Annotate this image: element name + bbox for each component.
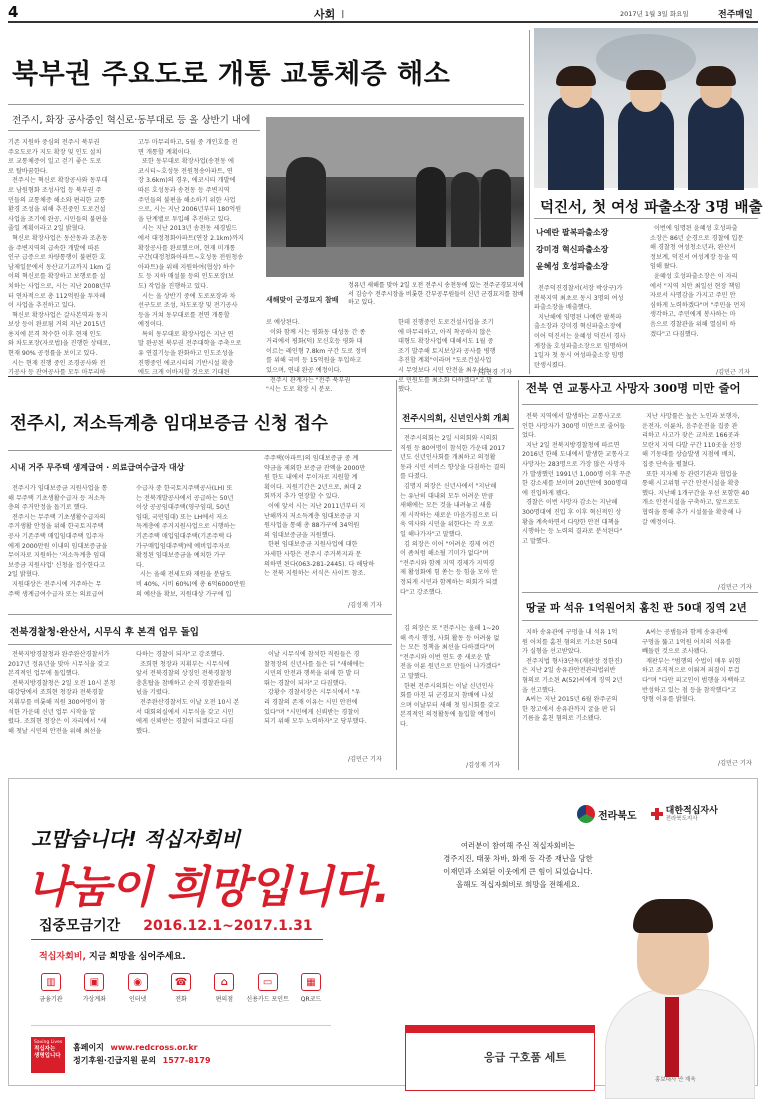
police-women-col-2: 이번에 임명된 윤혜성 호성파출 소장은 86년 순경으로 경찰에 입문 해 경찰청 여성청소년과, 완산서 정보계, 덕진서 여성계장 등을 역 임해 왔다. 윤혜성 호성파출소장은 이 자리 에서 "지역 치안 최일선 현장 책임 자로서 사명감을 가지고 주민 안 심하게 노력하겠다"며 "주민을 먼저 생각하고, 주민에게 봉사하는 마 음으로 경찰관을 위해 열심히 하 겠다"고 다짐했다. [650, 225, 746, 338]
gas-col-2: A씨는 공범들과 함께 송유관에 구멍을 뚫고 1억원 어치의 석유를 빼돌린 것으로 조사됐다. 재판부는 "범행의 수법이 매우 위험 하고 조직적으로 이뤄져 죄질이 무겁 다"며 "다만 피고인이 범행을 자백하고 반성하고 있는 점 등을 참작했다"고 양형 이유를 밝혔다. [642, 629, 746, 704]
police2-headline: 전북경찰청·완산서, 시무식 후 본격 업무 돌입 [10, 627, 199, 638]
road-subhead-rule [8, 130, 260, 131]
homepage-url[interactable]: www.redcross.or.kr [110, 1043, 198, 1052]
phone-label: 정기후원·긴급지원 문의 [73, 1056, 157, 1065]
relief-kit-label: 응급 구호품 세트 [484, 1051, 567, 1064]
road-subhead: 전주시, 화장 공사중인 혁신로·동부대로 등 올 상반기 내에 [12, 115, 251, 126]
ad-subcopy [39, 949, 186, 962]
police2-col-1: 전북지방경찰청과 완주완산경찰서가 2017년 정유년을 맞아 시무식을 갖고 본격적인 업무에 돌입했다. 전북지방경찰청은 2일 오전 10시 본청 대강당에서 조희현 청장과 전북경찰 지휘부를 비롯해 직원 300여명이 참 석한 가운데 신년 업무 시작을 알 렸다. 조희현 청장은 이 자리에서 "새 해 첫날 시민의 안전을 위해 최선을 [8, 651, 116, 735]
ad-saving-lives-badge: Saving Lives 적십자는 생명입니다 [31, 1037, 65, 1073]
police2-byline: /김민근 기자 [348, 756, 382, 763]
article-road [8, 24, 524, 394]
internet-icon: ◉ [128, 973, 148, 991]
col-separator-mid-2 [518, 380, 519, 770]
ad-divider [31, 1025, 331, 1026]
road-col-3: 로 예상된다. 이와 함께 시는 평화동 대성동 간 종 거리에서 평화(덕) 모신호등 평화 대 이르는 레인형 7.8km 구간 도로 정비 를 위해 국비 등 15억원을 투입하고 있으며, 연내 완공 예정이다. 전주시 관계자는 "전주 북부권 "시는 도로 확장 시 분포. [266, 319, 368, 394]
homepage-label: 홈페이지 [73, 1043, 104, 1052]
ad-subcopy-rest: 지금 희망을 심어주세요. [89, 952, 186, 962]
card-icon: ▭ [258, 973, 278, 991]
section-name: 사회 [314, 8, 336, 21]
rent-headline-rule [8, 450, 392, 451]
ambassador-figure [465, 879, 759, 1087]
article-police-ceremony [8, 616, 392, 772]
name-1: 나예란 팔복파출소장 [536, 228, 609, 237]
ad-message: 여러분이 참여해 주신 적십자회비는 경주지진, 태풍 차바, 화재 등 각종 재난을 당한 이재민과 소외된 이웃에게 큰 힘이 되었습니다. 올해도 적십자회비로 희망을 전해세요. [443, 841, 593, 889]
council-col-2: 김 의장은 또 "전주시는 올해 1~20 해 즉시 행정, 사회 활동 등 어려움 없 는 모든 정책을 최선을 다하겠다"며 "전주시와 이번 연도 중 새로운 발 전을 이룬 원년으로 만들어 나가겠다" 고 말했다. 한편 전주시의회는 이날 신년인사 회를 마친 뒤 군경묘지 참배에 나섰 으며 이날부터 새해 첫 임시회를 갖고 본격적인 의정활동에 돌입할 예정이 다. [400, 625, 501, 728]
col-separator-top [529, 30, 530, 374]
ad-contact [73, 1041, 211, 1067]
police2-col-3: 이날 시무식에 참석한 직원들은 경 찰청장의 신년사를 들은 뒤 "새해에는 시민의 안전과 행복을 위해 한 발 더 뛰는 경찰이 되자"고 다짐했다. 강황수 경찰서장은 시무식에서 "우 리 경찰의 존재 이유는 시민 안전에 있다"며 "시민에게 신뢰받는 경찰이 되기 위해 모두 노력하자"고 당부했다. [264, 651, 367, 726]
qr-code-icon: ▦ [301, 973, 321, 991]
ad-period-rule [31, 939, 323, 940]
province-name: 전라북도 [598, 810, 637, 822]
name-2: 강미경 혁신파출소장 [536, 245, 609, 254]
memorial-photo-detail: 정유년 새해를 맞아 2일 오전 전주시 송천동에 있는 전주군경묘지에서 김승수 전주시장을 비롯한 간부공무원들이 신년 군경묘지를 참배하고 있다. [348, 282, 524, 306]
payment-virtual-account: ▣ 가상계좌 [74, 973, 114, 1003]
council-col-1: 전주시의회는 2일 시의회와 시의회 직원 등 80여명이 참석한 가운데 2017 년도 신년인사회를 개최하고 의정활 동과 시민 서비스 향상을 다짐하는 결의 를 다졌다. 김명지 의장은 신년사에서 "지난해 는 유난히 대내외 모두 어려운 만큼 새해에는 모든 것을 내려놓고 새롭 게 시작하는 새로운 마음가짐으로 더 욱 역사와 시민을 위한다는 각 오로 일 해나가자"고 말했다. 김 의장은 이어 "어려운 경제 여건 이 좀처럼 해소될 기미가 없다"며 "전주시와 함께 지역 경제가 지역경 제 활성화에 힘 쏟는 등 힘을 모아 안 정되게 시민과 함께하는 의회가 되겠 다"고 강조했다. [400, 435, 506, 596]
page-header [8, 4, 758, 22]
bank-icon: ▥ [41, 973, 61, 991]
gas-headline: 땅굴 파 석유 1억원어치 훔친 판 50대 징역 2년 [526, 602, 747, 614]
ad-subcopy-red: 적십자회비, [39, 952, 86, 962]
phone-icon: ☎ [171, 973, 191, 991]
ad-period-label: 집중모금기간 [39, 918, 121, 934]
rent-subhead: 시내 거주 무주택 생계급여 · 의료급여수급자 대상 [10, 463, 185, 472]
road-byline: /김현경 기자 [478, 369, 512, 376]
rent-col-1: 전주시가 임대보증금 지원사업을 통 해 무주택 기초생활수급자 등 저소득 층의 주거안정을 돕기로 했다. 전주시는 무주택 기초생활수급자의 주거생활 안정을 위해 한국토지주택 공사 기존주택 매입임대주택 입주자 에게 2000만원 이내의 임대보증금을 무이자로 지원하는 '저소득계층 임대 보증금 지원사업' 신청을 접수한다고 2일 밝혔다. 지원대상은 전주시에 거주하는 무 주택 생계급여수급자 또는 의료급여 [8, 485, 108, 598]
ambassador-tie [665, 997, 679, 1077]
traffic-col-1: 전북 지역에서 발생하는 교통사고로 인한 사망자가 300명 미만으로 줄어들 었다. 지난 2일 전북지방경찰청에 따르면 2016년 한해 도내에서 발생한 교통사고 사망자는 283명으로 가장 많은 사망자 가 발생했던 1991년 1,000명 이후 꾸준 한 감소세를 보이며 20년만에 300명대 에 진입하게 됐다. 경찰은 이번 사망자 감소는 지난해 300명대에 진입 후 이후 혁신적인 상 황을 계속하면서 다양한 안전 대책을 시행하는 등 노력의 결과로 분석된다" 고 말했다. [522, 413, 632, 545]
store-icon: ⌂ [214, 973, 234, 991]
ad-logos [577, 805, 718, 823]
ad-period-value: 2016.12.1~2017.1.31 [143, 918, 313, 934]
payment-bank: ▥ 금융기관 [31, 973, 71, 1003]
article-traffic [522, 380, 758, 594]
top-band-rule [8, 376, 758, 377]
rent-headline: 전주시, 저소득계층 임대보증금 신청 접수 [10, 414, 328, 434]
road-col-2: 고두 마무리하고, 5월 중 개인호를 전 면 개통할 계획이다. 또한 동부대로 확장사업(송천동 에 코시티~호성동 전원청송아파트, 연 장 3.6km)의 경우, 에코시티 개발에 따른 호성동과 송천동 등 주변지역 주민들의 불편을 해소하기 위한 사업 으로, 시는 지난 2006년부터 180억원 을 단계별로 투입해 추진하고 있다. 시는 지난 2013년 송천동 세경빌드 에서 대정청화아파트(연장 2.1km)까지 확장공사를 완료했으며, 현재 미개통 구간(대정청화아파트~호성동 전원청송 아파트)을 위해 지원하여(협상) 하수 도 등 지하 매설물 등의 인도포장(보 도) 작업을 진행하고 있다. 시는 올 상반기 중에 도로포장과 차 선구도로 조성, 차도포장 및 전기공사 등을 거쳐 동부대로를 전면 개통할 예정이다. 특히 동부대로 확장사업은 지난 연 말 완공된 북부권 전주대학을 주축으로 유 연결기능을 완화하고 인도조성을 진행중인 에코시티의 기반시설 확충 에도 크게 이바지할 것으로 기대된 [138, 139, 244, 377]
gas-headline-rule [522, 620, 758, 621]
road-headline-rule [8, 104, 524, 105]
ambassador-hair [633, 899, 713, 933]
council-headline-rule [400, 428, 514, 429]
ad-slogan-top: 고맙습니다! 적십자회비 [31, 827, 241, 851]
police2-col-2: 다하는 경찰이 되자"고 강조했다. 조희현 청장과 지휘부는 시무식에 앞서 전북경찰의 상징인 전북경찰청 충혼탑을 참배하고 순직 경찰관들의 넋을 기렸다. 전주완산경찰서도 이날 오전 10시 본 서 대회의실에서 시무식을 갖고 시민 에게 신뢰받는 경찰이 되겠다고 다짐 했다. [136, 651, 240, 735]
article-police-women [534, 28, 763, 376]
rent-byline: /김성재 기자 [348, 602, 382, 609]
issue-date: 2017년 1월 3일 화요일 [620, 10, 689, 18]
section-title [314, 6, 344, 22]
traffic-headline: 전북 연 교통사고 사망자 300명 미만 줄어 [526, 381, 741, 395]
page-number: 4 [8, 3, 19, 21]
police-women-photo [534, 28, 758, 188]
phone-number: 1577-8179 [162, 1056, 211, 1065]
police-women-rule [534, 218, 758, 219]
ambassador-name: 홍보대사 안 재욱 [655, 1077, 696, 1083]
police-women-names [536, 224, 648, 275]
traffic-col-2: 지난 사망률은 높은 노인과 보행자, 운전자, 이륜차, 음주운전을 집중 관 리하고 사고가 잦은 교차로 166곳과 모란지 지역 다발 구간 110곳을 선정 해 기동대를 상습발생 지점에 배치, 집중 단속을 펼쳤다. 또한 지자체 등 관련기관과 협업을 통해 시고위험 구간 안전시설을 확충 했다. 지난해 1개구간을 우선 포함한 40 개소 안전시설을 구축하고, 앞으로도 협력을 통해 추가 시설물을 확충해 나 갈 예정이다. [642, 413, 750, 526]
ad-period [39, 915, 313, 935]
payment-convenience-store: ⌂ 편의점 [204, 973, 244, 1003]
police-women-headline: 덕진서, 첫 여성 파출소장 3명 배출 [540, 199, 763, 216]
police-women-byline: /김민근 기자 [716, 369, 750, 376]
name-3: 윤혜성 호성파출소장 [536, 262, 609, 271]
org-name: 대한적십자사 [665, 805, 718, 816]
article-rent [8, 380, 392, 612]
paper-name: 전주매일 [718, 10, 753, 20]
gas-byline: /김민근 기자 [718, 760, 752, 767]
road-col-1: 기존 지원하 중심의 전주시 북부권 주요도로가 지도 확장 및 인도 설치 로 교통체증이 일고 걷기 좋은 도로 로 탈바꿈한다. 전주시는 혁신로 확장공사와 동부대 로 남원형화 조성사업 등 북부권 주 민들의 교통체증 해소와 편리한 교통 환경 조성을 위해 추진중인 도로건설 사업을 조기에 완공, 시민들의 불편을 줄일 계획이라고 2일 밝혔다. 혁신로 확장사업은 동산동과 조촌동 을 주변지역의 급속한 개발에 따른 인구 급증으로 차량통행이 불편한 호 남제일문에서 동산교기교까지 1km 길 이의 혁신로를 확장하고 보행로를 설 치하는 사업으로, 시는 지난 2008년부 터 연차적으로 총 112억원을 투자해 이 사업을 추진하고 있다. 혁신로 확장사업은 갈사본역과 동지 보상 등이 완료됨 거의 지난 2015년 용지에 본격 착수한 이후 현재 인도 와 차도포장(자로법)을 진행한 상태로, 현재 90% 공정률을 보이고 있다. 시는 현재 진행 중인 조경공사와 전 기공사 등 잔여공사를 모두 마무리하 [8, 139, 112, 377]
traffic-byline: /김민근 기자 [718, 584, 752, 591]
relief-kit-box [405, 1025, 595, 1091]
gas-col-1: 지하 송유관에 구멍을 내 석유 1억 원 어치를 훔친 혐의로 기소된 50대 가 실형을 선고받았다. 전주지법 형사3단독(재판장 정한진) 은 지난 2일 송유관안전관리법위반 혐의로 기소된 A(52)씨에게 징역 2년 을 선고했다. A씨는 지난 2015년 6월 완주군의 한 창고에서 송유관까지 굴을 판 뒤 기름을 훔친 혐의로 기소됐다. [522, 629, 623, 723]
red-cross-icon [651, 808, 663, 820]
council-byline: /김성재 기자 [466, 762, 500, 769]
org-sub-name: 전라북도지사 [665, 815, 698, 822]
police2-headline-rule [8, 644, 392, 645]
traffic-headline-rule [522, 404, 758, 405]
police2-top-rule [8, 614, 392, 615]
council-headline: 전주시의회, 신년인사회 개최 [402, 414, 510, 424]
ad-slogan-main: 나눔이 희망입니다. [27, 862, 390, 913]
payment-internet: ◉ 인터넷 [118, 973, 158, 1003]
payment-phone: ☎ 전화 [161, 973, 201, 1003]
virtual-account-icon: ▣ [84, 973, 104, 991]
road-col-4: 한데 진행중인 도로건설사업을 조기 에 마무리하고, 아직 착공하지 않은 대형도 확장사업에 대해서도 1월 중 조기 발주해 토지보상과 공사를 병행 추진할 계획"이라며 "도로건설사업 시 무엇보다 시민 안전을 최우선으 로 민원도를 최소화 다하겠다"고 말 했다. [398, 319, 496, 394]
redcross-ad [8, 778, 758, 1086]
article-gas [522, 594, 758, 770]
memorial-photo-title: 새해맞이 군경묘지 참배 [266, 296, 339, 304]
article-council [400, 380, 514, 772]
header-rule [8, 21, 758, 23]
rent-col-3: 주주택(아파트)의 임대보증금 중 계 약금을 제외한 보증금 잔액을 2000만 원 한도 내에서 무이자로 지원할 계 획이다. 지원기간은 2년으로, 최대 2 회까지 추가 연장할 수 있다. 이에 앞서 시는 지난 2011년부터 지 난해까지 저소득계층 임대보증금 지 원사업을 통해 총 88가구에 34억원 의 임대보증금을 지원했다. 한편 임대보증금 지원사업에 대한 자세한 사항은 전주시 주거복지과 문 의하면 된다(063-281-2445). 다 해당하 는 전북 지원하는 서식은 사이트 참조. [264, 455, 375, 578]
payment-card-point: ▭ 신용카드 포인트 [248, 973, 288, 1003]
gas-top-rule [522, 592, 758, 593]
section-mark: I [341, 8, 345, 21]
memorial-photo [266, 117, 524, 277]
rent-col-2: 수급자 중 한국토지주택공사(LH) 또 는 전북개발공사에서 공급하는 50년 이상 공공임대주택(영구임대, 50년 임대, 국민임대) 또는 LH에서 저소 득계층에 주거지원사업으로 시행하는 기존주택 매입임대주택(기존주택 다 가구매입임대주택)에 예비입주자로 확정된 임대보증금을 예치한 가구 다. 시는 올해 전세도와 재원을 분담도 비 40%, 시비 60%)에 총 6억6000만원 의 예산을 확보, 지원대상 가구에 입 [136, 485, 246, 598]
jeonbuk-logo-icon [577, 805, 595, 823]
ad-payment-methods [31, 973, 331, 1003]
payment-qr-code: ▦ QR코드 [291, 973, 331, 1003]
col-separator-mid-1 [396, 380, 397, 770]
police-women-col-1: 전주덕진경찰서(서장 박상구)가 전북지역 최초로 동시 3명의 여성 파출소장을 배출했다. 지난해에 임명된 나예란 팔복파 출소장과 강미경 혁신파출소장에 이어 덕진서는 윤혜성 덕진서 경사 계장을 호성파출소장으로 임명하며 1일자 첫 동시 여성파출소장 임명 탄생시켰다. [534, 285, 628, 369]
road-headline: 북부권 주요도로 개통 교통체증 해소 [12, 59, 451, 90]
